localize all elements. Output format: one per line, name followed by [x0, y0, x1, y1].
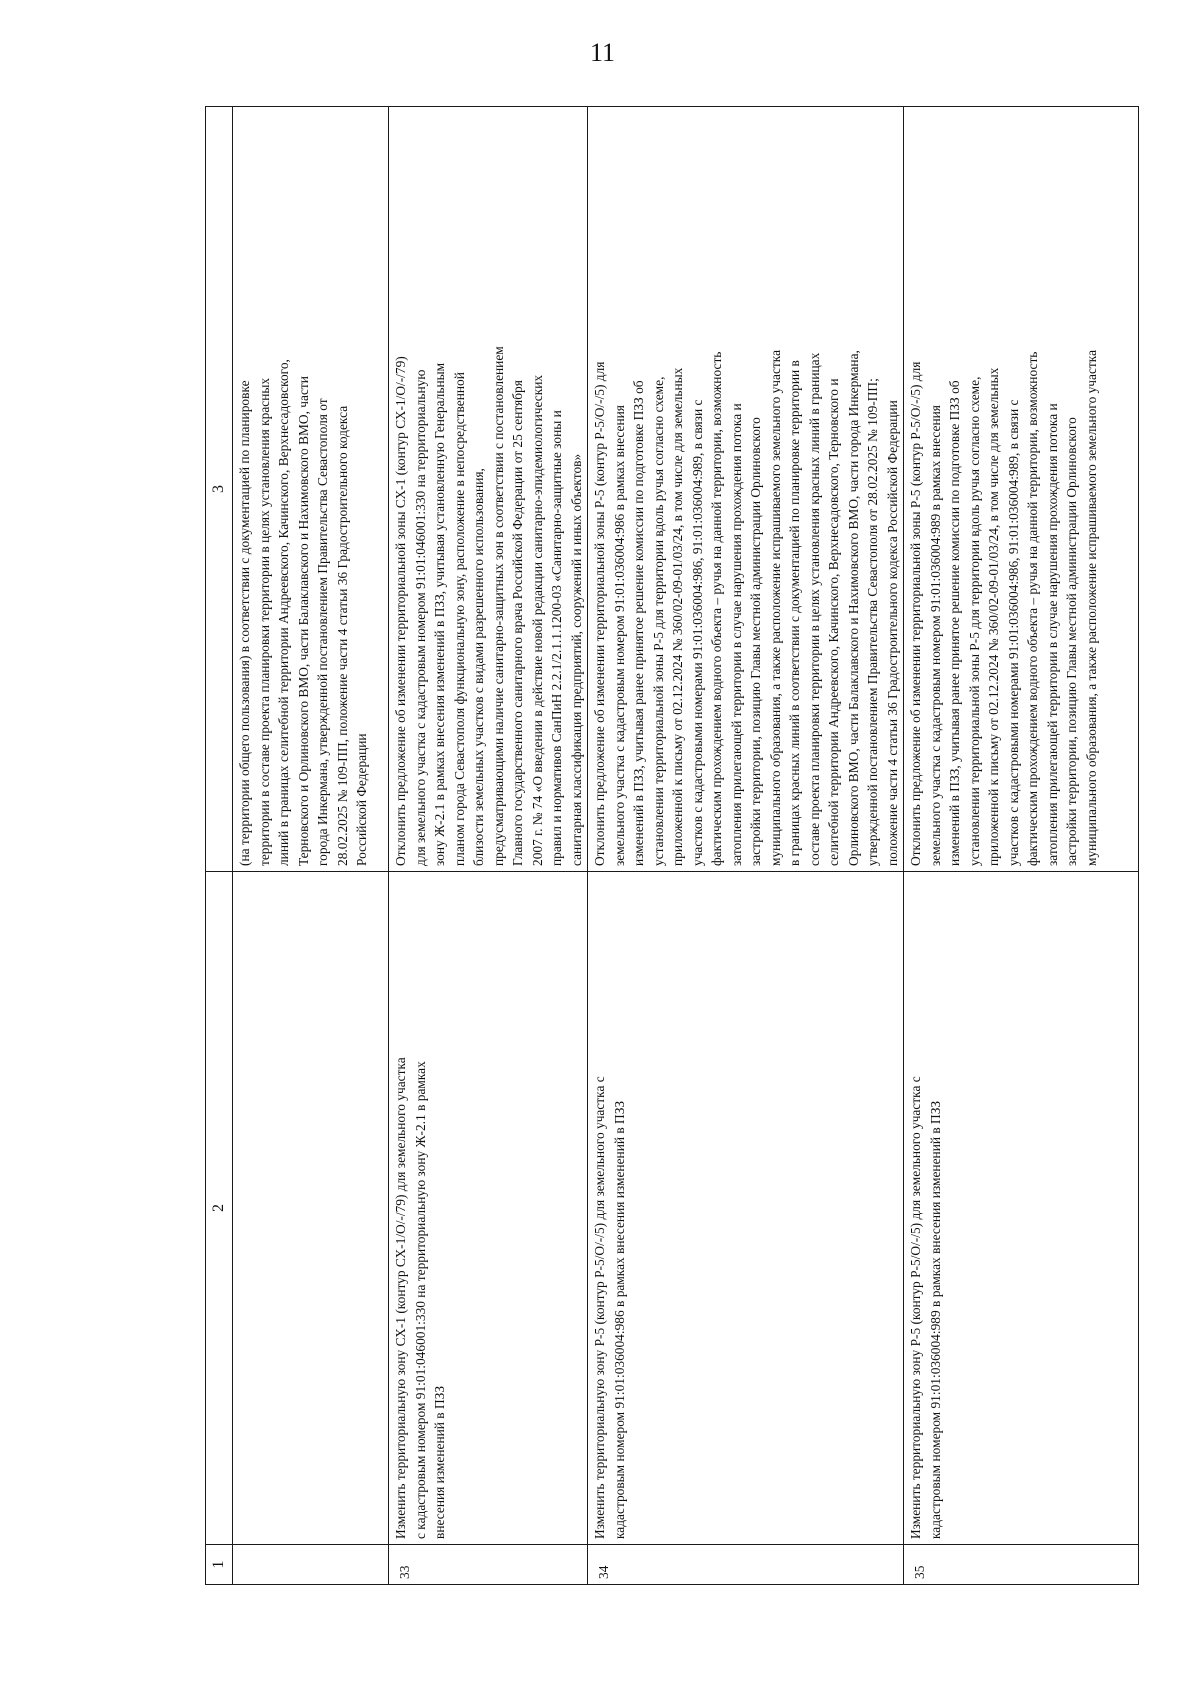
row-number: 33	[389, 1545, 588, 1585]
proposal-cell: Изменить территориальную зону СХ-1 (контур СХ-1/О/-/79) для земельного участка с кадастровым номером 91:01:046001:330 на территориальную зону Ж-2.1 в рамках внесения изменений в ПЗЗ	[389, 872, 588, 1545]
row-number	[233, 1545, 389, 1585]
decision-cell: Отклонить предложение об изменении территориальной зоны СХ-1 (контур СХ-1/О/-/79) для земельного участка с кадастровым номером 91:01:046001:330 на территориальную зону Ж-2.1 в рамках внесения изменений в ПЗЗ, учитывая установленную Генеральным планом города Севастополя функциональную зону, расположение в непосредственной близости земельных участков с видами разрешенного использования, предусматривающими наличие санитарно-защитных зон в соответствии с постановлением Главного государственного санитарного врача Российской Федерации от 25 сентября 2007 г. № 74 «О введении в действие новой редакции санитарно-эпидемиологических правил и нормативов СанПиН 2.2.1/2.1.1.1200-03 «Санитарно-защитные зоны и санитарная классификация предприятий, сооружений и иных объектов»	[389, 107, 588, 872]
table-row	[389, 107, 588, 1585]
proposal-cell: Изменить территориальную зону Р-5 (контур Р-5/О/-/5) для земельного участка с кадастровым номером 91:01:036004:989 в рамках внесения изменений в ПЗЗ	[904, 872, 1139, 1545]
proposal-cell: Изменить территориальную зону Р-5 (контур Р-5/О/-/5) для земельного участка с кадастровым номером 91:01:036004:986 в рамках внесения изменений в ПЗЗ	[588, 872, 904, 1545]
table-row	[904, 107, 1139, 1585]
row-number: 35	[904, 1545, 1139, 1585]
decision-cell: (на территории общего пользования) в соответствии с документацией по планировке территории в составе проекта планировки территории в целях установления красных линий в границах селитебной территории Андреевского, Качинского, Верхнесадовского, Терновского и Орлиновского ВМО, части Балаклавского и Нахимовского ВМО, части города Инкермана, утвержденной постановлением Правительства Севастополя от 28.02.2025 № 109-ПП, положение части 4 статьи 36 Градостроительного кодекса Российской Федерации	[233, 107, 389, 872]
column-header-1: 1	[206, 1545, 233, 1585]
column-header-2: 2	[206, 872, 233, 1545]
proposal-cell	[233, 872, 389, 1545]
table-row	[233, 107, 389, 1585]
decision-cell: Отклонить предложение об изменении территориальной зоны Р-5 (контур Р-5/О/-/5) для земельного участка с кадастровым номером 91:01:036004:989 в рамках внесения изменений в ПЗЗ, учитывая ранее принятое решение комиссии по подготовке ПЗЗ об установлении территориальной зоны Р-5 для территории вдоль ручья согласно схеме, приложенной к письму от 02.12.2024 № 360/02-09-01/03/24, в том числе для земельных участков с кадастровыми номерами 91:01:036004:986, 91:01:036004:989, в связи с фактическим прохождением водного объекта – ручья на данной территории, возможность затопления прилегающей территории в случае нарушения прохождения потока и застройки территории, позицию Главы местной администрации Орлиновского муниципального образования, а также расположение испрашиваемого земельного участка	[904, 107, 1139, 872]
decision-cell: Отклонить предложение об изменении территориальной зоны Р-5 (контур Р-5/О/-/5) для земельного участка с кадастровым номером 91:01:036004:986 в рамках внесения изменений в ПЗЗ, учитывая ранее принятое решение комиссии по подготовке ПЗЗ об установлении территориальной зоны Р-5 для территории вдоль ручья согласно схеме, приложенной к письму от 02.12.2024 № 360/02-09-01/03/24, в том числе для земельных участков с кадастровыми номерами 91:01:036004:986, 91:01:036004:989, в связи с фактическим прохождением водного объекта – ручья на данной территории, возможность затопления прилегающей территории в случае нарушения прохождения потока и застройки территории, позицию Главы местной администрации Орлиновского муниципального образования, а также расположение испрашиваемого земельного участка в границах красных линий в соответствии с документацией по планировке территории в составе проекта планировки территории в целях установления красных линий в границах селитебной территории Андреевского, Качинского, Верхнесадовского, Терновского и Орлиновского ВМО, части Балаклавского и Нахимовского ВМО, части города Инкермана, утвержденной постановлением Правительства Севастополя от 28.02.2025 № 109-ПП; положение части 4 статьи 36 Градостроительного кодекса Российской Федерации	[588, 107, 904, 872]
column-header-3: 3	[206, 107, 233, 872]
rotated-table-wrapper	[205, 107, 1130, 1585]
table-row	[588, 107, 904, 1585]
page-number: 11	[590, 38, 616, 67]
decisions-table	[205, 106, 1139, 1585]
table-header-row	[206, 107, 233, 1585]
row-number: 34	[588, 1545, 904, 1585]
